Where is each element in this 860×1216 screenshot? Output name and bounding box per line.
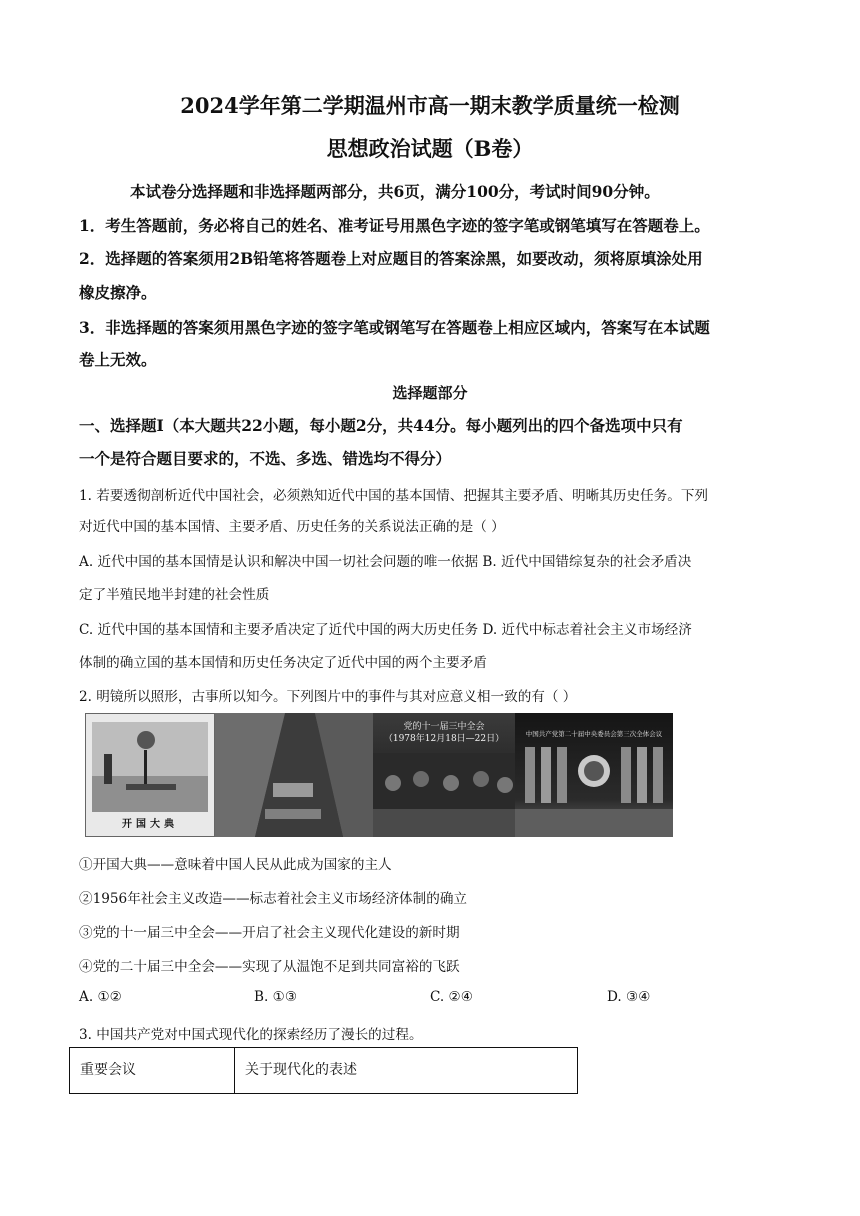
caption-founding-ceremony: 开国大典 (122, 819, 178, 830)
exam-intro: 本试卷分选择题和非选择题两部分，共6页，满分100分，考试时间90分钟。 (130, 182, 660, 201)
caption-third-plenum-20th: 中国共产党第二十届中央委员会第三次全体会议 (525, 730, 663, 738)
caption-third-plenum-11th-line1: 党的十一届三中全会 (403, 722, 485, 732)
note-1: 1．考生答题前，务必将自己的姓名、准考证号用黑色字迹的签字笔或钢笔填写在答题卷上。 (79, 216, 710, 235)
q2-choice-d: D. ③④ (607, 989, 651, 1005)
plenum-stage-drawing (515, 713, 673, 837)
q2-choice-b: B. ①③ (254, 989, 298, 1005)
note-2: 2．选择题的答案须用2B铅笔将答题卷上对应题目的答案涂黑，如要改动，须将原填涂处用 (79, 249, 703, 268)
exam-title: 2024学年第二学期温州市高一期末教学质量统一检测 (180, 93, 680, 118)
q2-choice-a: A. ①② (79, 989, 122, 1005)
plenum-audience-drawing (373, 713, 515, 837)
q1-stem-1: 1. 若要透彻剖析近代中国社会，必须熟知近代中国的基本国情、把握其主要矛盾、明晰其历史任务。下列 (79, 488, 709, 504)
q2-item-3: ③党的十一届三中全会——开启了社会主义现代化建设的新时期 (79, 925, 460, 941)
note-3: 3．非选择题的答案须用黑色字迹的签字笔或钢笔写在答题卷上相应区域内，答案写在本试题 (79, 318, 710, 337)
q1-option-ab: A. 近代中国的基本国情是认识和解决中国一切社会问题的唯一依据 B. 近代中国错综复杂的社会矛盾决 (79, 554, 692, 570)
q1-option-cd: C. 近代中国的基本国情和主要矛盾决定了近代中国的两大历史任务 D. 近代中标志着社会主义市场经济 (79, 622, 692, 638)
q3-stem: 3. 中国共产党对中国式现代化的探索经历了漫长的过程。 (79, 1027, 423, 1043)
photo-third-plenum-20th (515, 713, 673, 837)
q2-photo-strip (85, 713, 673, 837)
q1-stem-2: 对近代中国的基本国情、主要矛盾、历史任务的关系说法正确的是（ ） (79, 519, 505, 535)
photo-socialist-transformation (215, 713, 373, 837)
part-heading-2: 一个是符合题目要求的，不选、多选、错选均不得分） (79, 449, 452, 468)
caption-third-plenum-11th-line2: （1978年12月18日—22日） (383, 734, 505, 744)
photo-third-plenum-11th (373, 713, 515, 837)
photo-founding-ceremony (85, 713, 215, 837)
q3-table-header-statement: 关于现代化的表述 (245, 1062, 357, 1078)
exam-subtitle: 思想政治试题（B卷） (326, 136, 534, 161)
part-heading-1: 一、选择题Ⅰ（本大题共22小题，每小题2分，共44分。每小题列出的四个备选项中只有 (79, 416, 683, 435)
q2-choice-c: C. ②④ (430, 989, 473, 1005)
q2-item-1: ①开国大典——意味着中国人民从此成为国家的主人 (79, 857, 392, 873)
q1-option-b-cont: 定了半殖民地半封建的社会性质 (79, 587, 270, 603)
q3-table (69, 1047, 578, 1094)
q2-item-2: ②1956年社会主义改造——标志着社会主义市场经济体制的确立 (79, 891, 468, 907)
q2-item-4: ④党的二十届三中全会——实现了从温饱不足到共同富裕的飞跃 (79, 959, 460, 975)
q1-option-d-cont: 体制的确立国的基本国情和历史任务决定了近代中国的两个主要矛盾 (79, 655, 487, 671)
section-title: 选择题部分 (392, 384, 468, 402)
note-3-cont: 卷上无效。 (79, 350, 157, 369)
parade-drawing (215, 713, 373, 837)
note-2-cont: 橡皮擦净。 (79, 283, 157, 302)
q2-stem: 2. 明镜所以照形，古事所以知今。下列图片中的事件与其对应意义相一致的有（ ） (79, 689, 577, 705)
q3-table-header-meeting: 重要会议 (70, 1048, 235, 1093)
